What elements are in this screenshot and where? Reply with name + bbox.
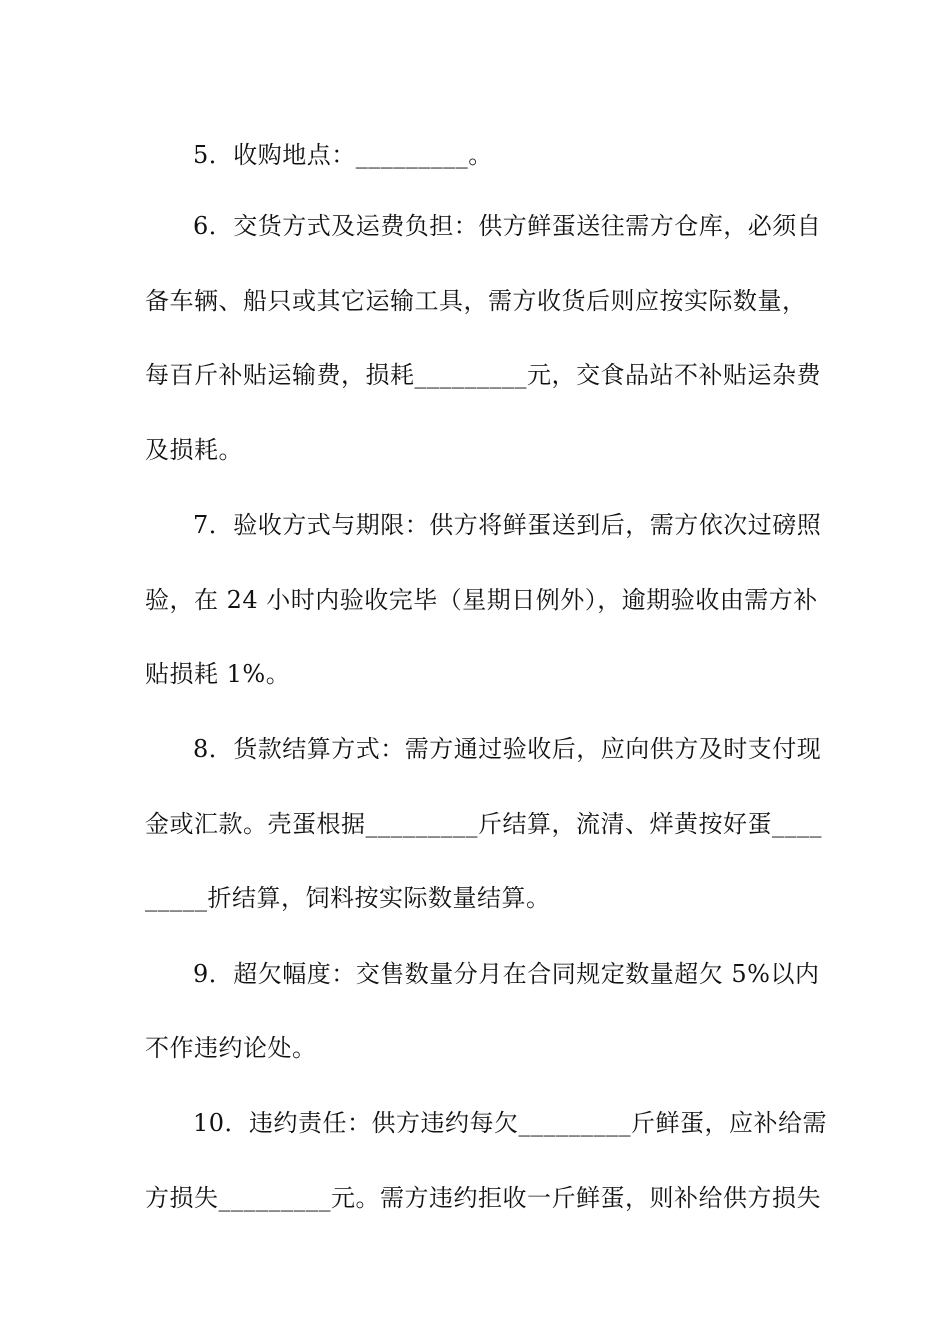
text-line: 贴损耗 1%。: [145, 660, 291, 688]
text-line: 及损耗。: [145, 436, 243, 464]
text-line: 备车辆、船只或其它运输工具，需方收货后则应按实际数量，: [145, 287, 807, 315]
text-line: _____折结算，饲料按实际数量结算。: [145, 884, 551, 912]
text-line: 每百斤补贴运输费，损耗_________元，交食品站不补贴运杂费: [145, 361, 821, 389]
text-line: 金或汇款。壳蛋根据_________斤结算，流清、烊黄按好蛋____: [145, 810, 822, 838]
text-line: 6．交货方式及运费负担：供方鲜蛋送往需方仓库，必须自: [193, 212, 822, 240]
text-line: 方损失_________元。需方违约拒收一斤鲜蛋，则补给供方损失: [145, 1184, 821, 1212]
text-line: 7．验收方式与期限：供方将鲜蛋送到后，需方依次过磅照: [193, 511, 822, 539]
text-line: 不作违约论处。: [145, 1034, 317, 1062]
text-line: 5．收购地点：_________。: [193, 141, 493, 169]
text-line: 9．超欠幅度：交售数量分月在合同规定数量超欠 5%以内: [193, 960, 820, 988]
text-line: 8．货款结算方式：需方通过验收后，应向供方及时支付现: [193, 735, 822, 763]
text-line: 验，在 24 小时内验收完毕（星期日例外），逾期验收由需方补: [145, 586, 818, 614]
text-line: 10．违约责任：供方违约每欠_________斤鲜蛋，应补给需: [193, 1109, 828, 1137]
